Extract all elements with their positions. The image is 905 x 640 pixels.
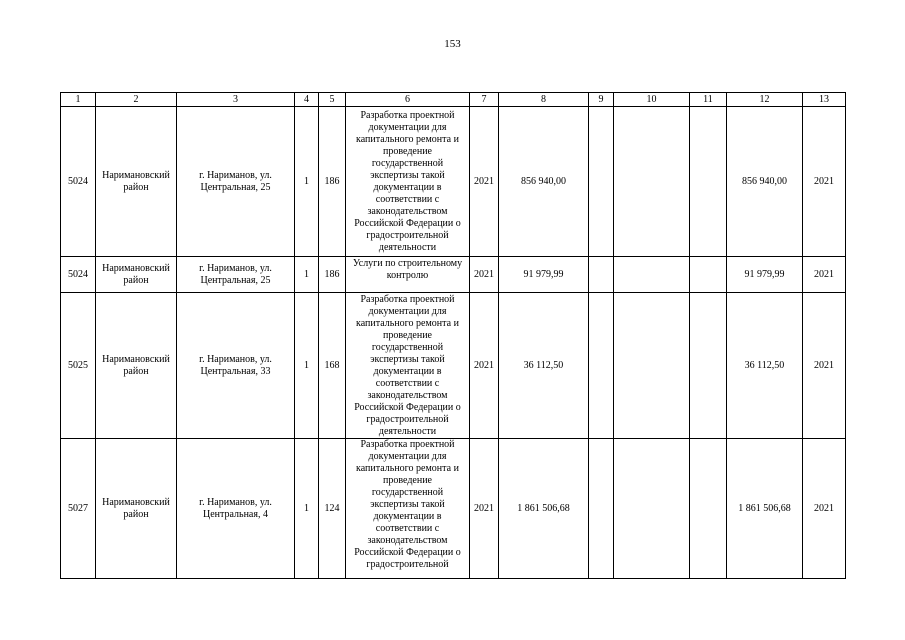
col-4-value: 1 bbox=[295, 257, 319, 293]
col-9-value bbox=[589, 257, 614, 293]
header-cell-11: 11 bbox=[690, 93, 727, 107]
address: г. Нариманов, ул. Центральная, 25 bbox=[177, 257, 295, 293]
cost-total: 1 861 506,68 bbox=[499, 439, 589, 579]
object-id: 5025 bbox=[61, 293, 96, 439]
col-4-value: 1 bbox=[295, 293, 319, 439]
page-number: 153 bbox=[444, 38, 461, 50]
col-5-value: 186 bbox=[319, 257, 346, 293]
table-row bbox=[61, 107, 846, 257]
col-11-value bbox=[690, 107, 727, 257]
address: г. Нариманов, ул. Центральная, 4 bbox=[177, 439, 295, 579]
district: Наримановский район bbox=[96, 107, 177, 257]
cost-funding: 36 112,50 bbox=[727, 293, 803, 439]
cost-total: 856 940,00 bbox=[499, 107, 589, 257]
work-description-text: Разработка проектной документации для капитального ремонта и проведение государственной экспертизы такой документации в соответствии с законодательством Российской Федерации о градостроительной деятельности bbox=[354, 109, 461, 253]
district: Наримановский район bbox=[96, 257, 177, 293]
col-5-value: 186 bbox=[319, 107, 346, 257]
district: Наримановский район bbox=[96, 439, 177, 579]
col-11-value bbox=[690, 439, 727, 579]
year-end: 2021 bbox=[803, 439, 846, 579]
header-row bbox=[61, 93, 846, 107]
col-4-value: 1 bbox=[295, 107, 319, 257]
col-10-value bbox=[614, 107, 690, 257]
col-9-value bbox=[589, 107, 614, 257]
table-row bbox=[61, 257, 846, 293]
col-10-value bbox=[614, 257, 690, 293]
work-description-text: Услуги по строительному контролю bbox=[352, 257, 463, 281]
header-cell-12: 12 bbox=[727, 93, 803, 107]
object-id: 5027 bbox=[61, 439, 96, 579]
col-11-value bbox=[690, 257, 727, 293]
header-cell-1: 1 bbox=[61, 93, 96, 107]
header-cell-6: 6 bbox=[346, 93, 470, 107]
year-end: 2021 bbox=[803, 257, 846, 293]
year-start: 2021 bbox=[470, 257, 499, 293]
cost-funding: 856 940,00 bbox=[727, 107, 803, 257]
year-end: 2021 bbox=[803, 293, 846, 439]
object-id: 5024 bbox=[61, 257, 96, 293]
object-id: 5024 bbox=[61, 107, 96, 257]
cost-funding: 1 861 506,68 bbox=[727, 439, 803, 579]
work-description-text: Разработка проектной документации для капитального ремонта и проведение государственной экспертизы такой документации в соответствии с законодательством Российской Федерации о градостроительной деятельности bbox=[354, 293, 461, 437]
district: Наримановский район bbox=[96, 293, 177, 439]
table-row bbox=[61, 439, 846, 579]
repair-schedule-table bbox=[60, 92, 846, 579]
col-10-value bbox=[614, 439, 690, 579]
address: г. Нариманов, ул. Центральная, 25 bbox=[177, 107, 295, 257]
header-cell-5: 5 bbox=[319, 93, 346, 107]
header-cell-8: 8 bbox=[499, 93, 589, 107]
cost-funding: 91 979,99 bbox=[727, 257, 803, 293]
work-description bbox=[346, 257, 470, 293]
col-5-value: 124 bbox=[319, 439, 346, 579]
header-cell-4: 4 bbox=[295, 93, 319, 107]
year-start: 2021 bbox=[470, 293, 499, 439]
table-row bbox=[61, 293, 846, 439]
work-description-text: Разработка проектной документации для капитального ремонта и проведение государственной экспертизы такой документации в соответствии с законодательством Российской Федерации о градостроительной bbox=[354, 439, 461, 570]
cost-total: 91 979,99 bbox=[499, 257, 589, 293]
work-description bbox=[346, 293, 470, 439]
col-11-value bbox=[690, 293, 727, 439]
col-5-value: 168 bbox=[319, 293, 346, 439]
cost-total: 36 112,50 bbox=[499, 293, 589, 439]
header-cell-2: 2 bbox=[96, 93, 177, 107]
col-9-value bbox=[589, 439, 614, 579]
header-cell-9: 9 bbox=[589, 93, 614, 107]
header-cell-7: 7 bbox=[470, 93, 499, 107]
address: г. Нариманов, ул. Центральная, 33 bbox=[177, 293, 295, 439]
col-4-value: 1 bbox=[295, 439, 319, 579]
year-end: 2021 bbox=[803, 107, 846, 257]
work-description bbox=[346, 107, 470, 257]
header-cell-10: 10 bbox=[614, 93, 690, 107]
year-start: 2021 bbox=[470, 107, 499, 257]
work-description bbox=[346, 439, 470, 579]
col-9-value bbox=[589, 293, 614, 439]
year-start: 2021 bbox=[470, 439, 499, 579]
col-10-value bbox=[614, 293, 690, 439]
header-cell-13: 13 bbox=[803, 93, 846, 107]
header-cell-3: 3 bbox=[177, 93, 295, 107]
